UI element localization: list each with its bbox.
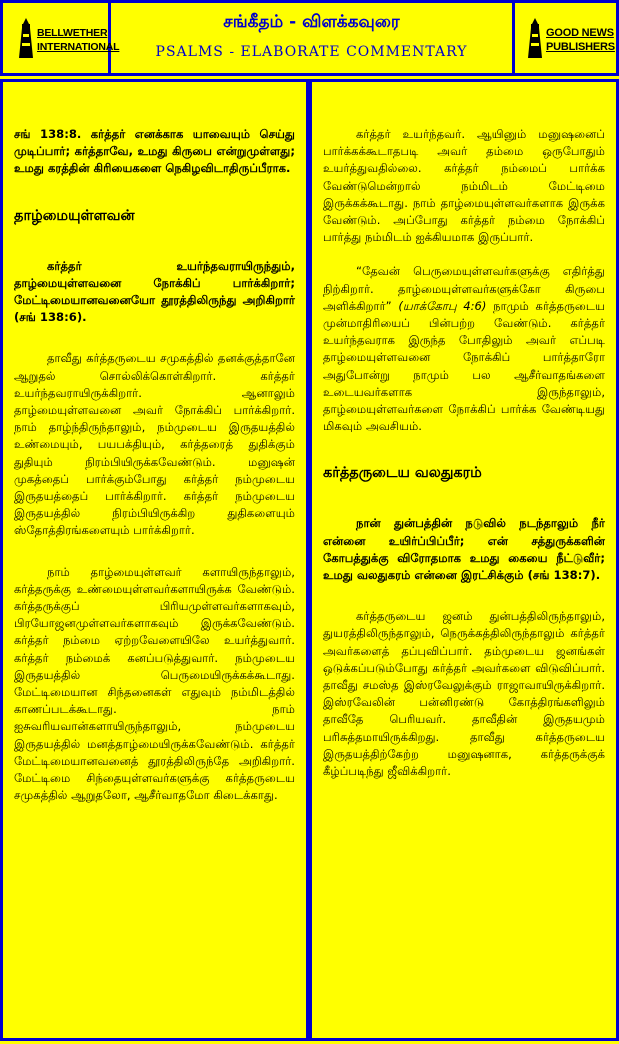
paragraph: கர்த்தருடைய ஜனம் துன்பத்திலிருந்தாலும், துயரத்திலிருந்தாலும், நெருக்கத்திலிருந்தாலும் கர்த்தர் அவர்களைத் தப்புவிப்பார். தம்முடைய ஜனங்கள் ஒடுக்கப்படும்போது கர்த்தர் அவர்களை விடுவிப்பார். தாவீது சமஸ்த இஸ்ரவேலுக்கும் ராஜாவாயிருக்கிறார். இஸ்ரவேலின் பன்னிரண்டு கோத்திரங்களிலும் தாவீதே பெரியவர். தாவீதின் இருதயமும் பரிசுத்தமாயிருக்கிறது. தாவீது கர்த்தருடைய இருதயத்திற்கேற்ற மனுஷனாக, கர்த்தருக்குக் கீழ்ப்படிந்து ஜீவிக்கிறார். — [323, 609, 605, 779]
verse-quote: கர்த்தர் உயர்ந்தவராயிருந்தும், தாழ்மையுள்ளவனை நோக்கிப் பார்க்கிறார்; மேட்டிமையானவனையோ தூரத்திலிருந்து அறிகிறார் (சங் 138:6). — [14, 258, 295, 325]
paragraph: கர்த்தர் உயர்ந்தவர். ஆயினும் மனுஷனைப் பார்க்கக்கூடாதபடி அவர் தம்மை ஒருபோதும் உயர்த்துவதில்லை. கர்த்தர் நம்மைப் பார்க்க வேண்டுமென்றால் நம்மிடம் மேட்டிமை இருக்கக்கூடாது. நாம் தாழ்மையுள்ளவர்களாக இருக்க வேண்டும். அப்போது கர்த்தர் நம்மை நோக்கிப் பார்த்து நம்மிடம் ஐக்கியமாக இருப்பார். — [323, 127, 605, 245]
bellwether-logo — [3, 3, 120, 73]
quote-continuation: நாமும் கர்த்தருடைய முன்மாதிரியைப் பின்பற்ற வேண்டும். கர்த்தர் உயர்ந்தவராக இருந்த போதிலும் அவர் எப்படி தாழ்மையுள்ளவனை நோக்கிப் பார்த்தாரோ அதுபோன்று நாமும் பல ஆசீர்வாதங்களை உடையவர்களாக இருந்தாலும், தாழ்மையுள்ளவர்களை நோக்கிப் பார்க்க வேண்டியது மிகவும் அவசியம். — [323, 298, 605, 434]
paragraph: தாவீது கர்த்தருடைய சமுகத்தில் தனக்குத்தானே ஆறுதல் சொல்லிக்கொள்கிறார். கர்த்தர் உயர்ந்தவராயிருக்கிறார். ஆனாலும் தாழ்மையுள்ளவனை அவர் நோக்கிப் பார்க்கிறார். நாம் தாழ்ந்திருந்தாலும், நம்முடைய இருதயத்தில் உண்மையும், பயபக்தியும், கர்த்தரைத் துதிக்கும் துதியும் நிரம்பியிருக்கவேண்டும். மனுஷன் முகத்தைப் பார்க்கும்போது கர்த்தர் நம்முடைய இருதயத்தைப் பார்க்கிறார். கர்த்தர் நம்முடைய இருதயத்தில் நிரம்பியிருக்கிற துதிகளையும் ஸ்தோத்திரங்களையும் பார்க்கிறார். — [14, 351, 295, 538]
verse-intro: சங் 138:8. கர்த்தர் எனக்காக யாவையும் செய்து முடிப்பார்; கர்த்தாவே, உமது கிருபை என்றுமுள்ளது; உமது கரத்தின் கிரியைகளை நெகிழவிடாதிருப்பீராக. — [14, 127, 295, 176]
paragraph: நாம் தாழ்மையுள்ளவர் களாயிருந்தாலும், கர்த்தருக்கு உண்மையுள்ளவர்களாயிருக்க வேண்டும். கர்த்தருக்குப் பிரியமுள்ளவர்களாகவும், பிரயோஜனமுள்ளவர்களாகவும் இருக்கவேண்டும். கர்த்தர் நம்மை ஏற்றவேளையிலே உயர்த்துவார். கர்த்தர் நம்மைக் கனப்படுத்துவார். நம்முடைய இருதயத்தில் பெருமையிருக்கக்கூடாது. மேட்டிமையான சிந்தனைகள் எதுவும் நம்மிடத்தில் காணப்படக்கூடாது. நாம் ஐசுவரியவான்களாயிருந்தாலும், நம்முடைய இருதயத்தில் மனத்தாழ்மையிருக்கவேண்டும். கர்த்தர் மேட்டிமையானவனைத் தூரத்திலிருந்தே அறிகிறார். மேட்டிமை சிந்தையுள்ளவர்களுக்கு கர்த்தருடைய சமுகத்தில் ஆறுதலோ, ஆசீர்வாதமோ கிடைக்காது. — [14, 564, 295, 803]
good-news-logo — [512, 3, 616, 73]
title-block — [111, 3, 512, 73]
lighthouse-icon — [15, 16, 37, 60]
page-header — [0, 0, 619, 76]
paragraph — [323, 263, 605, 435]
left-column — [0, 79, 309, 1041]
logo-left-line1: BELLWETHER — [37, 27, 108, 39]
quote-text: “தேவன் பெருமையுள்ளவர்களுக்கு எதிர்த்து நிற்கிறார். தாழ்மையுள்ளவர்களுக்கோ கிருபை அளிக்கிறார்” — [323, 264, 605, 313]
logo-right-line2: PUBLISHERS — [546, 41, 615, 53]
lighthouse-icon — [524, 16, 546, 60]
logo-right-line1: GOOD NEWS — [546, 27, 614, 39]
verse-quote: நான் துன்பத்தின் நடுவில் நடந்தாலும் நீர் என்னை உயிர்ப்பிப்பீர்; என் சத்துருக்களின் கோபத்துக்கு விரோதமாக உமது கையை நீட்டுவீர்; உமது வலதுகரம் என்னை இரட்சிக்கும் (சங் 138:7). — [323, 516, 605, 583]
scripture-reference: (யாக்கோபு 4:6) — [398, 298, 487, 313]
logo-left-line2: INTERNATIONAL — [37, 41, 120, 53]
title-english: PSALMS - ELABORATE COMMENTARY — [155, 44, 468, 60]
title-tamil: சங்கீதம் - விளக்கவுரை — [223, 12, 400, 32]
section-heading-right-hand: கர்த்தருடைய வலதுகரம் — [323, 465, 482, 482]
section-heading-humble: தாழ்மையுள்ளவன் — [14, 207, 135, 224]
right-column — [309, 79, 619, 1041]
